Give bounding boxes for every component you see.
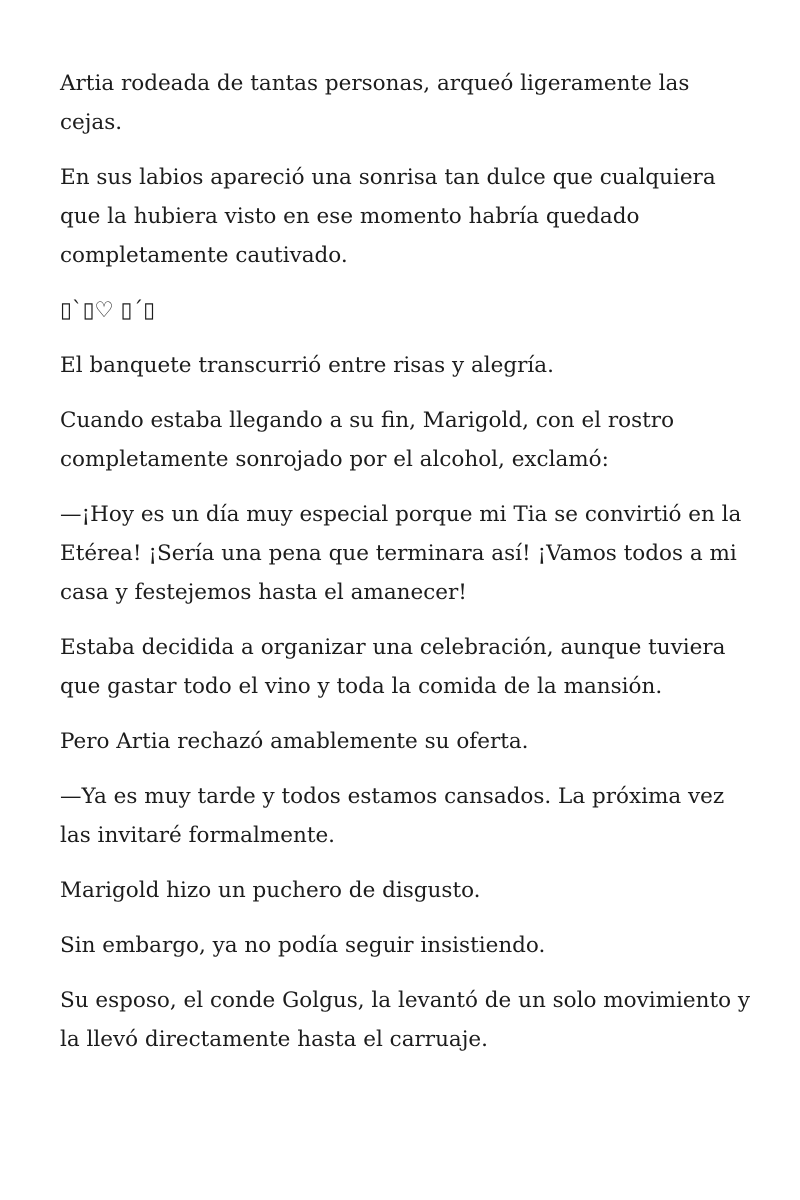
paragraph: Cuando estaba llegando a su fin, Marigold, con el rostro completamente sonrojado por el alcohol, exclamó: (60, 408, 675, 472)
paragraph: Sin embargo, ya no podía seguir insistiendo. (60, 933, 546, 958)
paragraph: Estaba decidida a organizar una celebración, aunque tuviera que gastar todo el vino y toda la comida de la mansión. (60, 635, 726, 699)
paragraph: En sus labios apareció una sonrisa tan dulce que cualquiera que la hubiera visto en ese momento habría quedado completamente cautivado. (60, 165, 716, 268)
paragraph: El banquete transcurrió entre risas y alegría. (60, 353, 554, 378)
document-body (60, 64, 750, 1075)
emoticon-line: ▯`▯♡ ▯´▯ (60, 298, 155, 323)
dialogue-paragraph: —¡Hoy es un día muy especial porque mi Tia se convirtió en la Etérea! ¡Sería una pena que terminara así! ¡Vamos todos a mi casa y festejemos hasta el amanecer! (60, 502, 742, 605)
paragraph: Marigold hizo un puchero de disgusto. (60, 878, 481, 903)
paragraph: Pero Artia rechazó amablemente su oferta. (60, 729, 529, 754)
paragraph: Artia rodeada de tantas personas, arqueó ligeramente las cejas. (60, 71, 690, 135)
paragraph: Su esposo, el conde Golgus, la levantó de un solo movimiento y la llevó directamente hasta el carruaje. (60, 988, 751, 1052)
dialogue-paragraph: —Ya es muy tarde y todos estamos cansados. La próxima vez las invitaré formalmente. (60, 784, 725, 848)
